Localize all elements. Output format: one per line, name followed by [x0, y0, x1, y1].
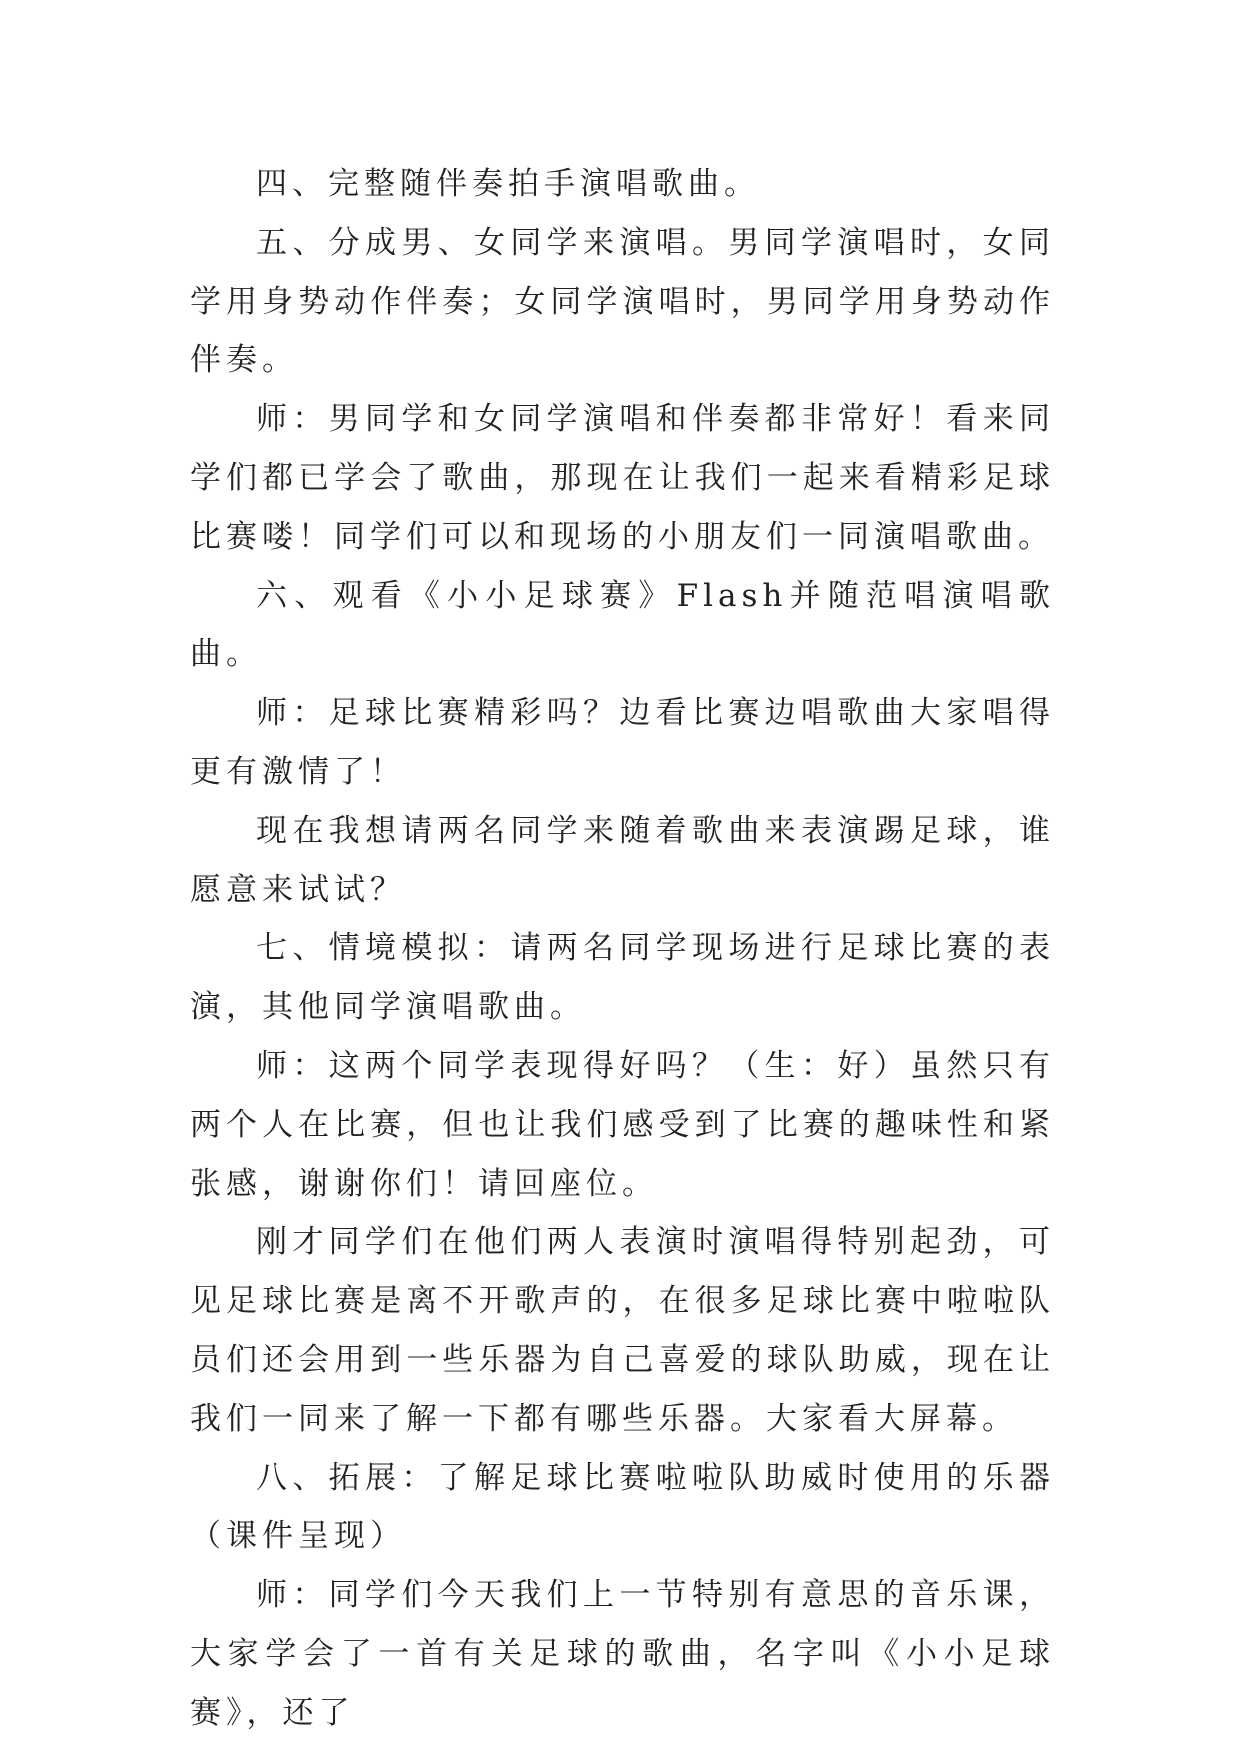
document-body	[190, 155, 1055, 1743]
paragraph-teacher-feedback: 师：这两个同学表现得好吗？（生：好）虽然只有两个人在比赛，但也让我们感受到了比赛的趣味性和紧张感，谢谢你们！请回座位。	[190, 1047, 1055, 1202]
paragraph-teacher-praise: 师：男同学和女同学演唱和伴奏都非常好！看来同学们都已学会了歌曲，那现在让我们一起来看精彩足球比赛喽！同学们可以和现场的小朋友们一同演唱歌曲。	[190, 401, 1055, 555]
paragraph-teacher-question: 师：足球比赛精彩吗？边看比赛边唱歌曲大家唱得更有激情了！	[190, 695, 1055, 790]
paragraph-step-4: 四、完整随伴奏拍手演唱歌曲。	[256, 166, 760, 202]
paragraph-teacher-summary: 师：同学们今天我们上一节特别有意思的音乐课，大家学会了一首有关足球的歌曲，名字叫《小小足球赛》，还了	[190, 1577, 1055, 1731]
paragraph-step-5: 五、分成男、女同学来演唱。男同学演唱时，女同学用身势动作伴奏；女同学演唱时，男同学用身势动作伴奏。	[190, 224, 1055, 379]
paragraph-step-6: 六、观看《小小足球赛》Flash并随范唱演唱歌曲。	[190, 577, 1055, 673]
paragraph-instruments-intro: 刚才同学们在他们两人表演时演唱得特别起劲，可见足球比赛是离不开歌声的，在很多足球比赛中啦啦队员们还会用到一些乐器为自己喜爱的球队助威，现在让我们一同来了解一下都有哪些乐器。大家看大屏幕。	[190, 1224, 1055, 1437]
paragraph-step-7: 七、情境模拟：请两名同学现场进行足球比赛的表演，其他同学演唱歌曲。	[190, 930, 1055, 1026]
paragraph-step-8: 八、拓展：了解足球比赛啦啦队助威时使用的乐器（课件呈现）	[190, 1459, 1055, 1555]
paragraph-invite-volunteers: 现在我想请两名同学来随着歌曲来表演踢足球，谁愿意来试试？	[190, 812, 1055, 908]
